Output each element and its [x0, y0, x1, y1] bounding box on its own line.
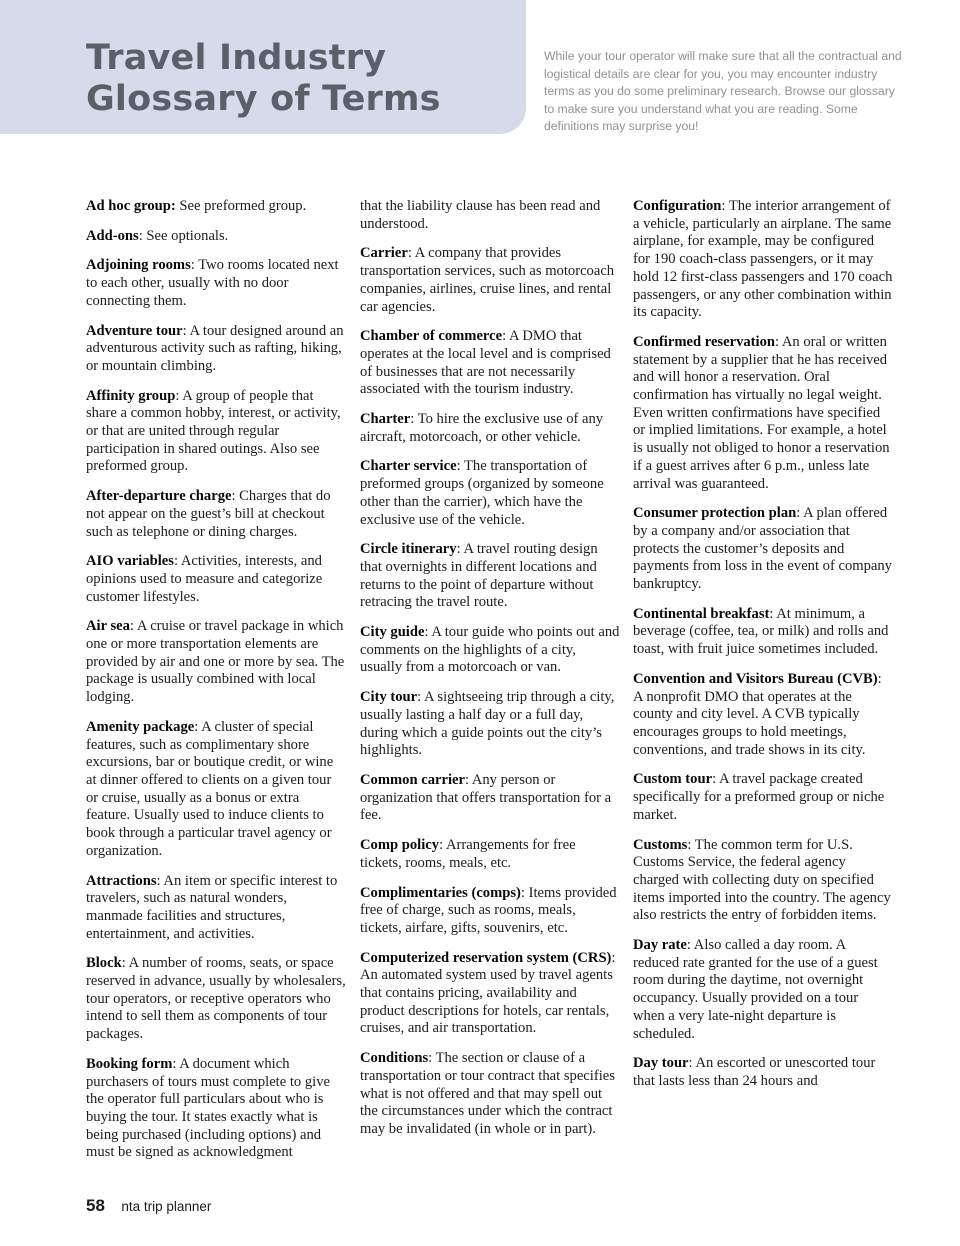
- glossary-entry: [86, 719, 346, 861]
- glossary-definition: : A tour designed around an adventurous activity such as rafting, hiking, or mountain climbing.: [86, 322, 344, 374]
- glossary-definition: : A cluster of special features, such as complimentary shore excursions, bar or boutique credit, or wine at dinner offered to clients on a given tour or cruise, usually as a bonus or extra feature. Usually used to induce clients to book through a particular travel agency or organization.: [86, 718, 334, 859]
- glossary-definition: : A number of rooms, seats, or space reserved in advance, usually by wholesalers, tour operators, or receptive operators who intend to sell them as components of tour packages.: [86, 955, 346, 1043]
- glossary-term: Customs: [633, 836, 688, 853]
- glossary-term: Charter: [360, 411, 411, 428]
- glossary-entry: [86, 873, 346, 944]
- title-line-2: Glossary of Terms: [86, 79, 441, 119]
- glossary-entry: [86, 388, 346, 477]
- glossary-entry: [360, 772, 620, 825]
- glossary-term: Custom tour: [633, 771, 713, 788]
- glossary-definition: : The section or clause of a transportation or tour contract that specifies what is not offered and that may spell out the circumstances under which the contract may be invalidated (in whole or in part).: [360, 1050, 615, 1137]
- glossary-entry: [86, 1056, 346, 1162]
- glossary-column-2: [360, 198, 620, 1151]
- glossary-definition: : A DMO that operates at the local level and is comprised of businesses that are not necessarily associated with the tourism industry.: [360, 328, 611, 398]
- glossary-entry: [86, 488, 346, 541]
- glossary-term: Day rate: [633, 937, 687, 954]
- glossary-term: Continental breakfast: [633, 605, 770, 622]
- glossary-term: Carrier: [360, 245, 408, 262]
- glossary-entry: [360, 458, 620, 529]
- glossary-term: Adventure tour: [86, 322, 183, 339]
- glossary-definition: : Arrangements for free tickets, rooms, meals, etc.: [360, 837, 576, 871]
- glossary-entry: [633, 334, 893, 493]
- glossary-definition: : See optionals.: [138, 227, 229, 244]
- glossary-definition: : A sightseeing trip through a city, usually lasting a half day or a full day, during which a guide points out the city’s highlights.: [360, 689, 615, 759]
- glossary-entry: [86, 198, 346, 216]
- glossary-term: Amenity package: [86, 718, 195, 735]
- glossary-term: Add-ons: [86, 227, 139, 244]
- glossary-term: Computerized reservation system (CRS): [360, 949, 612, 966]
- page-number: 58: [86, 1196, 105, 1215]
- glossary-term: Charter service: [360, 458, 457, 475]
- title-line-1: Travel Industry: [86, 38, 387, 78]
- glossary-term: Block: [86, 955, 122, 972]
- glossary-definition: : Also called a day room. A reduced rate granted for the use of a guest room during the daytime, not overnight occupancy. Usually provided on a tour when a very late-night departure is scheduled.: [633, 937, 878, 1042]
- glossary-term: AIO variables: [86, 553, 174, 570]
- glossary-definition: : Items provided free of charge, such as rooms, meals, tickets, airfare, gifts, souvenirs, etc.: [360, 884, 617, 936]
- glossary-entry: [360, 198, 620, 233]
- glossary-term: Circle itinerary: [360, 541, 457, 558]
- glossary-definition: that the liability clause has been read and understood.: [360, 198, 601, 232]
- glossary-term: Chamber of commerce: [360, 328, 503, 345]
- glossary-definition: : The common term for U.S. Customs Service, the federal agency charged with collecting duty on specified items imported into the country. The agency also restricts the entry of forbidden items.: [633, 836, 891, 924]
- glossary-entry: [633, 771, 893, 824]
- glossary-term: Comp policy: [360, 837, 440, 854]
- glossary-entry: [86, 955, 346, 1044]
- glossary-definition: : An escorted or unescorted tour that lasts less than 24 hours and: [633, 1055, 876, 1089]
- glossary-entry: [360, 411, 620, 446]
- glossary-term: Day tour: [633, 1055, 689, 1072]
- glossary-term: Conditions: [360, 1050, 429, 1067]
- glossary-definition: : A plan offered by a company and/or association that protects the customer’s deposits and payments from loss in the event of company bankruptcy.: [633, 505, 892, 593]
- glossary-term: Booking form: [86, 1055, 173, 1072]
- glossary-term: After-departure charge: [86, 488, 232, 505]
- glossary-term: Convention and Visitors Bureau (CVB): [633, 670, 878, 687]
- glossary-definition: : To hire the exclusive use of any aircraft, motorcoach, or other vehicle.: [360, 411, 604, 445]
- glossary-term: Air sea: [86, 618, 130, 635]
- glossary-definition: : The transportation of preformed groups (organized by someone other than the carrier), which have the exclusive use of the vehicle.: [360, 458, 604, 528]
- publication-name: nta trip planner: [121, 1199, 212, 1214]
- glossary-term: Affinity group: [86, 387, 176, 404]
- glossary-entry: [86, 618, 346, 707]
- glossary-entry: [360, 624, 620, 677]
- glossary-entry: [633, 1055, 893, 1090]
- glossary-term: Confirmed reservation: [633, 333, 775, 350]
- glossary-definition: : An oral or written statement by a supplier that he has received and will honor a reservation. Oral confirmation has virtually no legal weight. Even written confirmations have specified or implied limitations. For example, a hotel is usually not obliged to honor a reservation if a guest arrives after 6 p.m., unless late arrival was guaranteed.: [633, 333, 890, 492]
- glossary-definition: : The interior arrangement of a vehicle, particularly an airplane. The same airplane, for example, may be configured for 190 coach-class passengers, or it may hold 12 first-class passengers and 170 coach passengers, or any other combination within its capacity.: [633, 198, 893, 321]
- glossary-term: City tour: [360, 689, 418, 706]
- glossary-definition: : A group of people that share a common hobby, interest, or activity, or that are united through regular participation in shared outings. Also see preformed group.: [86, 387, 341, 475]
- glossary-definition: : A travel routing design that overnights in different locations and returns to the point of departure without retracing the travel route.: [360, 541, 598, 611]
- glossary-definition: : An item or specific interest to travelers, such as natural wonders, manmade facilities and structures, entertainment, and activities.: [86, 872, 338, 942]
- glossary-definition: : Charges that do not appear on the guest’s bill at checkout such as telephone or dining charges.: [86, 488, 331, 540]
- glossary-entry: [360, 837, 620, 872]
- glossary-term: Complimentaries (comps): [360, 884, 521, 901]
- glossary-definition: : An automated system used by travel agents that contains pricing, availability and product descriptions for hotels, car rentals, cruises, and air transportation.: [360, 949, 616, 1037]
- glossary-entry: [360, 245, 620, 316]
- intro-paragraph: While your tour operator will make sure that all the contractual and logistical details are clear for you, you may encounter industry terms as you do some preliminary research. Browse our glossary to make sure you understand what you are reading. Some definitions may surprise you!: [544, 49, 902, 134]
- glossary-definition: : A document which purchasers of tours must complete to give the operator full particulars about who is buying the tour. It states exactly what is being purchased (including options) and must be signed as acknowledgment: [86, 1055, 330, 1161]
- glossary-entry: [633, 671, 893, 760]
- glossary-definition: See preformed group.: [175, 198, 307, 214]
- page-title: [86, 38, 441, 120]
- glossary-definition: : Two rooms located next to each other, usually with no door connecting them.: [86, 257, 339, 309]
- glossary-term: Common carrier: [360, 771, 465, 788]
- glossary-entry: [633, 198, 893, 322]
- glossary-definition: : A cruise or travel package in which one or more transportation elements are provided by air and one or more by sea. The package is usually combined with local lodging.: [86, 618, 345, 706]
- glossary-term: Consumer protection plan: [633, 505, 797, 522]
- glossary-entry: [86, 228, 346, 246]
- glossary-column-3: [633, 198, 893, 1103]
- glossary-entry: [360, 689, 620, 760]
- glossary-entry: [86, 553, 346, 606]
- glossary-definition: : A travel package created specifically for a preformed group or niche market.: [633, 771, 885, 823]
- glossary-term: Ad hoc group:: [86, 198, 176, 214]
- glossary-entry: [633, 505, 893, 594]
- glossary-entry: [360, 1050, 620, 1139]
- glossary-term: Configuration: [633, 198, 722, 214]
- glossary-entry: [360, 328, 620, 399]
- glossary-column-1: [86, 198, 346, 1174]
- glossary-definition: : A nonprofit DMO that operates at the county and city level. A CVB typically encourages groups to hold meetings, conventions, and trade shows in its city.: [633, 670, 882, 758]
- glossary-definition: : A tour guide who points out and comments on the highlights of a city, usually from a motorcoach or van.: [360, 624, 620, 676]
- glossary-definition: : At minimum, a beverage (coffee, tea, or milk) and rolls and toast, with fruit juice sometimes included.: [633, 605, 889, 658]
- glossary-entry: [633, 837, 893, 926]
- glossary-term: Attractions: [86, 872, 157, 889]
- glossary-definition: : A company that provides transportation services, such as motorcoach companies, airlines, cruise lines, and rental car agencies.: [360, 245, 615, 315]
- glossary-definition: : Activities, interests, and opinions used to measure and categorize customer lifestyles.: [86, 553, 323, 605]
- page-footer: [86, 1196, 211, 1216]
- glossary-entry: [633, 606, 893, 659]
- glossary-entry: [360, 950, 620, 1039]
- glossary-term: Adjoining rooms: [86, 257, 191, 274]
- glossary-definition: : Any person or organization that offers transportation for a fee.: [360, 771, 612, 824]
- glossary-entry: [86, 323, 346, 376]
- glossary-entry: [360, 541, 620, 612]
- glossary-entry: [633, 937, 893, 1043]
- glossary-entry: [86, 257, 346, 310]
- glossary-entry: [360, 885, 620, 938]
- glossary-term: City guide: [360, 624, 425, 641]
